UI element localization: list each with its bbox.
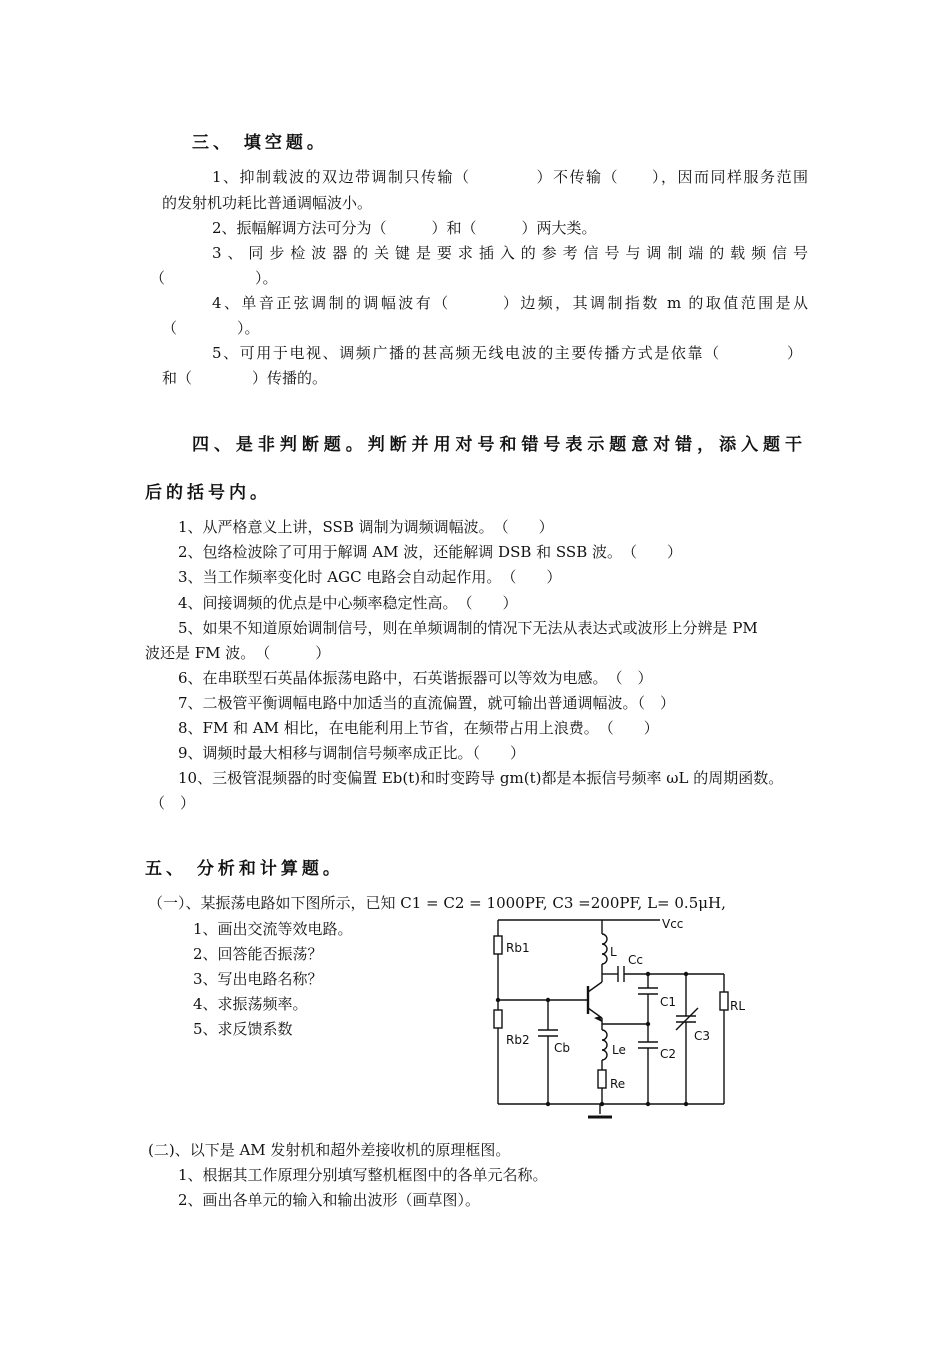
s4-line-7: 6、在串联型石英晶体振荡电路中，石英谐振器可以等效为电感。 （ ） — [178, 669, 653, 687]
s3-line-9: 和（ ）传播的。 — [162, 369, 328, 387]
s3-line-4: 3、同步检波器的关键是要求插入的参考信号与调制端的载频信号 — [212, 244, 808, 262]
label-rb1: Rb1 — [506, 941, 530, 955]
s4-line-3: 3、当工作频率变化时 AGC 电路会自动起作用。 （ ） — [178, 568, 562, 586]
label-l: L — [610, 945, 617, 959]
s5-part1-item-5: 5、求反馈系数 — [193, 1020, 293, 1038]
label-c2: C2 — [660, 1047, 677, 1061]
s5-part2-item-1: 1、根据其工作原理分别填写整机框图中的各单元名称。 — [178, 1166, 548, 1184]
s5-part1-item-1: 1、画出交流等效电路。 — [193, 920, 353, 938]
section-3-heading: 三、 填空题。 — [192, 133, 328, 153]
label-re: Re — [610, 1077, 626, 1091]
section-4-heading-line-1: 四、是非判断题。判断并用对号和错号表示题意对错，添入题干 — [192, 435, 804, 455]
s4-line-10: 9、调频时最大相移与调制信号频率成正比。（ ） — [178, 744, 526, 762]
s5-part1-item-3: 3、写出电路名称？ — [193, 970, 323, 988]
s4-line-12: （ ） — [150, 794, 196, 812]
label-cb: Cb — [554, 1041, 570, 1055]
s4-line-6: 波还是 FM 波。 （ ） — [145, 644, 331, 662]
s4-line-1: 1、从严格意义上讲，SSB 调制为调频调幅波。 （ ） — [178, 518, 554, 536]
s3-line-6: 4、单音正弦调制的调幅波有（ ）边频，其调制指数 m 的取值范围是从 — [212, 294, 808, 312]
label-rl: RL — [730, 999, 746, 1013]
s4-line-8: 7、二极管平衡调幅电路中加适当的直流偏置，就可输出普通调幅波。（ ） — [178, 694, 676, 712]
label-c1: C1 — [660, 995, 677, 1009]
label-le: Le — [612, 1043, 626, 1057]
s5-part1-item-4: 4、求振荡频率。 — [193, 995, 308, 1013]
label-vcc: Vcc — [662, 917, 684, 931]
s4-line-2: 2、包络检波除了可用于解调 AM 波，还能解调 DSB 和 SSB 波。 （ ） — [178, 543, 682, 561]
section-5-heading: 五、 分析和计算题。 — [145, 859, 344, 879]
s3-line-2: 的发射机功耗比普通调幅波小。 — [162, 194, 373, 212]
s3-line-5: （ ）。 — [150, 269, 278, 287]
s3-line-1: 1、抑制载波的双边带调制只传输（ ）不传输（ ），因而同样服务范围 — [212, 168, 808, 186]
label-c3: C3 — [694, 1029, 711, 1043]
s5-part2-item-2: 2、画出各单元的输入和输出波形（画草图）。 — [178, 1191, 481, 1209]
oscillator-circuit-diagram — [480, 912, 760, 1124]
s5-part1-item-2: 2、回答能否振荡？ — [193, 945, 323, 963]
s4-line-11: 10、三极管混频器的时变偏置 Eb(t)和时变跨导 gm(t)都是本振信号频率 ωL 的周期函数。 — [178, 769, 784, 787]
s3-line-3: 2、振幅解调方法可分为（ ）和（ ）两大类。 — [212, 219, 597, 237]
s5-part2-intro: (二)、以下是 AM 发射机和超外差接收机的原理框图。 — [148, 1141, 511, 1159]
s4-line-5: 5、如果不知道原始调制信号，则在单频调制的情况下无法从表达式或波形上分辨是 PM — [178, 619, 758, 637]
s5-part1-intro: （一）、某振荡电路如下图所示，已知 C1 = C2 = 1000PF, C3 =200PF, L= 0.5μH, — [148, 894, 726, 912]
s3-line-7: （ ）。 — [162, 319, 260, 337]
label-rb2: Rb2 — [506, 1033, 530, 1047]
label-cc: Cc — [628, 953, 643, 967]
section-4-heading-line-2: 后的括号内。 — [145, 483, 271, 503]
s4-line-9: 8、FM 和 AM 相比，在电能利用上节省，在频带占用上浪费。 （ ） — [178, 719, 659, 737]
s4-line-4: 4、间接调频的优点是中心频率稳定性高。 （ ） — [178, 594, 518, 612]
s3-line-8: 5、可用于电视、调频广播的甚高频无线电波的主要传播方式是依靠（ ） — [212, 344, 802, 362]
